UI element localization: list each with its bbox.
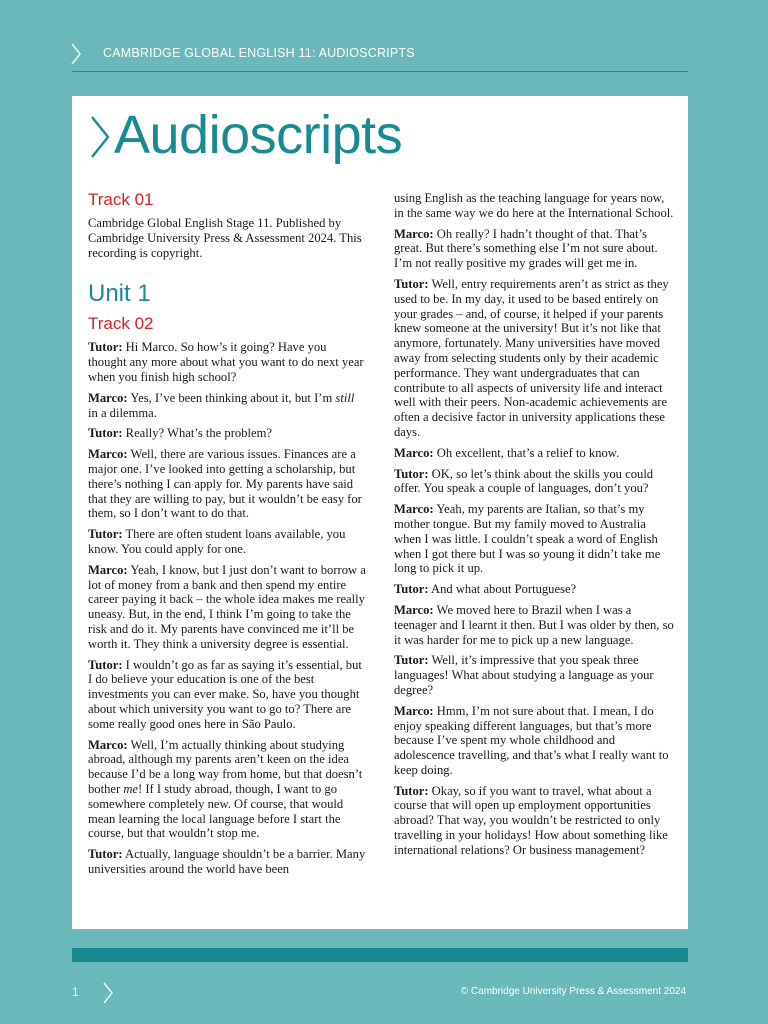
running-header <box>0 0 768 72</box>
dialogue-line: Marco: Well, I’m actually thinking about studying abroad, although my parents aren’t keen on the idea because I’d be a long way from home, but that doesn’t bother me! If I study abroad, though, I want to go somewhere completely new. Of course, that would mean learning the local language before I start the course, but that wouldn’t stop me. <box>88 737 363 841</box>
dialogue-line: Tutor: There are often student loans available, you know. You could apply for one. <box>88 527 346 556</box>
dialogue-line: using English as the teaching language for years now, in the same way we do here at the International School. <box>394 191 674 220</box>
dialogue-line: Marco: Yeah, my parents are Italian, so that’s my mother tongue. But my family moved to Australia when I was little. I couldn’t speak a word of English when I got there but I was so young it didn’t take me long to pick it up. <box>394 502 661 576</box>
dialogue-line: Tutor: I wouldn’t go as far as saying it’s essential, but I do believe your education is one of the best investments you can ever make. So, have you thought about which university you want to go to? There are some really good ones here in São Paulo. <box>88 657 362 731</box>
chevron-right-icon <box>102 982 114 1004</box>
chevron-right-icon <box>88 114 112 160</box>
track-01-heading: Track 01 <box>88 190 154 209</box>
footer-bar <box>72 948 688 962</box>
track-01-text: Cambridge Global English Stage 11. Published by Cambridge University Press & Assessment 2024. This recording is copyright. <box>88 216 362 260</box>
track-02-heading: Track 02 <box>88 314 154 334</box>
dialogue-line: Tutor: Well, entry requirements aren’t as strict as they used to be. In my day, it used to be based entirely on your grades – and, of course, it helped if your parents knew someone at the university! But it’s not like that anymore, fortunately. Many universities have moved away from selecting students only by their academic performance. They want undergraduates that can contribute to all aspects of university life and interact well with their peers. Non-academic achievements are often a decisive factor in university applications these days. <box>394 276 669 439</box>
dialogue-line: Marco: Hmm, I’m not sure about that. I mean, I do enjoy speaking different languages, but that’s more because I’ve spent my whole childhood and adolescence travelling, and that’s what I really want to keep doing. <box>394 703 669 777</box>
page-title: Audioscripts <box>114 105 403 165</box>
page-number: 1 <box>72 985 79 999</box>
dialogue-line: Marco: Yes, I’ve been thinking about it, but I’m still in a dilemma. <box>88 390 355 420</box>
dialogue-line: Marco: Oh excellent, that’s a relief to know. <box>394 445 620 460</box>
dialogue-line: Marco: Well, there are various issues. Finances are a major one. I’ve looked into getting a scholarship, but there’s nothing I can apply for. My parents have said that they are willing to pay, but it wouldn’t be easy for them, so I don’t want to do that. <box>88 447 362 521</box>
running-title: CAMBRIDGE GLOBAL ENGLISH 11: AUDIOSCRIPTS <box>103 46 415 60</box>
unit-heading: Unit 1 <box>88 280 151 308</box>
copyright-notice: © Cambridge University Press & Assessment 2024 <box>460 986 686 997</box>
dialogue-line: Tutor: Really? What’s the problem? <box>88 426 272 441</box>
dialogue-line: Tutor: Okay, so if you want to travel, what about a course that will open up employment opportunities abroad? That way, you wouldn’t be restricted to only travelling in your holidays! How about something like international relations? Or business management? <box>394 783 668 857</box>
dialogue-line: Marco: We moved here to Brazil when I was a teenager and I learnt it then. But I was older by then, so it was harder for me to pick up a new language. <box>394 602 674 647</box>
header-rule <box>72 71 688 72</box>
dialogue-line: Marco: Yeah, I know, but I just don’t want to borrow a lot of money from a bank and then spend my entire career paying it back – the whole idea makes me really uneasy. But, in the end, I think I’m going to take the risk and do it. My parents have convinced me it’ll be worth it. They think a university degree is essential. <box>88 562 366 651</box>
left-column <box>88 190 366 883</box>
dialogue-line: Tutor: OK, so let’s think about the skills you could offer. You speak a couple of languages, don’t you? <box>394 466 654 496</box>
dialogue-line: Marco: Oh really? I hadn’t thought of that. That’s great. But there’s something else I’m not sure about. I’m not really positive my grades will get me in. <box>394 226 658 271</box>
dialogue-line: Tutor: Well, it’s impressive that you speak three languages! What about studying a language as your degree? <box>394 653 654 697</box>
content-panel <box>72 96 688 929</box>
chevron-right-icon <box>70 43 82 65</box>
right-column <box>394 191 674 864</box>
page-heading <box>88 104 402 166</box>
dialogue-line: Tutor: Hi Marco. So how’s it going? Have you thought any more about what you want to do next year when you finish high school? <box>88 340 364 384</box>
dialogue-line: Tutor: And what about Portuguese? <box>394 582 577 597</box>
dialogue-line: Tutor: Actually, language shouldn’t be a barrier. Many universities around the world have been <box>88 847 366 876</box>
